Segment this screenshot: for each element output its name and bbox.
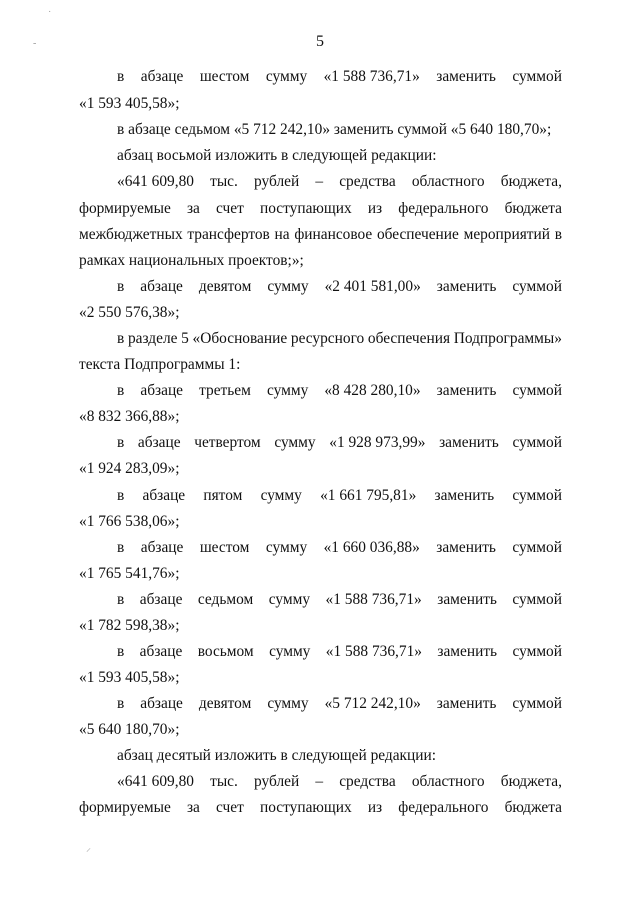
word: – (315, 773, 324, 790)
word: в (117, 434, 125, 451)
word: девятом (198, 278, 252, 295)
word: «1 588 736,71» (325, 643, 422, 660)
text-line: «1 782 598,38»; (79, 617, 180, 634)
word: средства (339, 173, 396, 190)
word: заменить (436, 382, 497, 399)
text-line: рамках национальных проектов;»; (79, 252, 304, 269)
word: абзаце (139, 591, 183, 608)
text-line (79, 226, 562, 244)
scan-speck: ˙ (48, 10, 52, 21)
word: в (117, 68, 125, 85)
word: – (315, 173, 324, 190)
word: в (117, 278, 125, 295)
word: в (117, 695, 125, 712)
word: сумму (266, 382, 309, 399)
word: заменить (436, 278, 497, 295)
word: третьем (199, 382, 251, 399)
word: рублей (254, 173, 300, 190)
scan-speck: ⸝ (86, 843, 91, 854)
text-line: «1 924 283,09»; (79, 460, 180, 477)
text-line: в абзаце седьмом «5 712 242,10» заменить суммой «5 640 180,70»; (117, 121, 552, 138)
word: «641 609,80 (117, 773, 194, 790)
word: восьмом (197, 643, 254, 660)
text-line (117, 278, 562, 296)
word: сумму (267, 278, 309, 295)
text-line: «1 765 541,76»; (79, 565, 180, 582)
word: на (274, 226, 290, 243)
word: бюджета (504, 799, 562, 816)
word: Подпрограммы» (453, 330, 562, 347)
word: абзаце (140, 382, 184, 399)
text-line (117, 643, 562, 661)
word: трансфертов (187, 226, 270, 243)
word: финансовое (294, 226, 373, 243)
word: сумму (265, 68, 308, 85)
word: из (367, 799, 383, 816)
word: «8 428 280,10» (324, 382, 421, 399)
word: абзаце (140, 68, 184, 85)
word: «5 712 242,10» (324, 695, 421, 712)
word: тыс. (210, 173, 238, 190)
text-line (117, 539, 562, 557)
word: «641 609,80 (117, 173, 194, 190)
word: в (117, 643, 125, 660)
word: федерального (398, 799, 489, 816)
word: абзаце (139, 643, 183, 660)
word: сумму (267, 695, 309, 712)
word: суммой (512, 643, 562, 660)
word: суммой (512, 591, 562, 608)
word: за (186, 799, 200, 816)
word: поступающих (259, 200, 352, 217)
word: в (554, 226, 562, 243)
word: бюджета (504, 200, 562, 217)
text-line (117, 68, 562, 86)
word: в (117, 382, 125, 399)
word: «1 660 036,88» (323, 539, 420, 556)
word: сумму (265, 539, 308, 556)
word: шестом (199, 68, 250, 85)
word: «1 661 795,81» (320, 487, 417, 504)
text-line: «1 766 538,06»; (79, 513, 180, 530)
text-line: абзац десятый изложить в следующей редакции: (117, 747, 437, 764)
text-line (79, 200, 562, 218)
word: обеспечения (367, 330, 451, 347)
word: седьмом (197, 591, 254, 608)
word: формируемые (79, 200, 171, 217)
word: суммой (512, 434, 562, 451)
word: за (186, 200, 200, 217)
word: бюджета, (500, 773, 562, 790)
word: абзаце (140, 539, 184, 556)
scan-speck: - (33, 38, 37, 49)
text-line (117, 330, 562, 348)
word: 5 (181, 330, 189, 347)
word: счет (216, 799, 244, 816)
word: в (117, 487, 125, 504)
word: суммой (512, 695, 562, 712)
word: «Обоснование (192, 330, 288, 347)
word: суммой (512, 487, 562, 504)
word: областного (411, 173, 485, 190)
word: заменить (436, 695, 497, 712)
word: сумму (260, 487, 302, 504)
word: пятом (203, 487, 243, 504)
word: абзаце (140, 278, 183, 295)
word: в (117, 330, 125, 347)
text-line (117, 591, 562, 609)
word: средства (339, 773, 396, 790)
word: абзаце (137, 434, 181, 451)
word: суммой (512, 278, 562, 295)
word: четвертом (194, 434, 261, 451)
word: обеспечение (376, 226, 459, 243)
word: суммой (512, 382, 562, 399)
word: «1 588 736,71» (323, 68, 420, 85)
word: шестом (199, 539, 250, 556)
text-line: «1 593 405,58»; (79, 669, 180, 686)
text-line (117, 487, 562, 505)
word: абзаце (140, 695, 183, 712)
word: сумму (274, 434, 316, 451)
word: сумму (268, 591, 311, 608)
word: ресурсного (290, 330, 365, 347)
text-line (79, 799, 562, 817)
word: «1 588 736,71» (325, 591, 422, 608)
word: заменить (436, 539, 496, 556)
word: абзаце (142, 487, 186, 504)
word: «1 928 973,99» (329, 434, 426, 451)
word: тыс. (210, 773, 238, 790)
word: в (117, 591, 125, 608)
word: в (117, 539, 125, 556)
word: мероприятий (463, 226, 550, 243)
text-line (117, 382, 562, 400)
word: поступающих (259, 799, 352, 816)
text-line: «8 832 366,88»; (79, 408, 180, 425)
word: заменить (439, 434, 499, 451)
text-line: абзац восьмой изложить в следующей редакции: (117, 147, 437, 164)
text-line (117, 773, 562, 791)
word: заменить (434, 487, 495, 504)
word: из (367, 200, 383, 217)
word: заменить (437, 643, 498, 660)
word: счет (216, 200, 244, 217)
word: девятом (198, 695, 252, 712)
word: формируемые (79, 799, 171, 816)
word: «2 401 581,00» (324, 278, 421, 295)
word: суммой (512, 68, 562, 85)
word: заменить (437, 591, 497, 608)
text-line (117, 695, 562, 713)
text-line: «5 640 180,70»; (79, 721, 180, 738)
word: бюджета, (500, 173, 562, 190)
text-line (117, 173, 562, 191)
word: разделе (127, 330, 178, 347)
word: рублей (254, 773, 300, 790)
text-line: «2 550 576,38»; (79, 304, 180, 321)
word: областного (411, 773, 485, 790)
text-line: «1 593 405,58»; (79, 95, 180, 112)
word: суммой (512, 539, 562, 556)
word: федерального (398, 200, 489, 217)
text-line: текста Подпрограммы 1: (79, 356, 241, 373)
text-line (117, 434, 562, 452)
page-number: 5 (316, 33, 324, 50)
word: заменить (436, 68, 496, 85)
word: сумму (269, 643, 311, 660)
word: межбюджетных (79, 226, 183, 243)
